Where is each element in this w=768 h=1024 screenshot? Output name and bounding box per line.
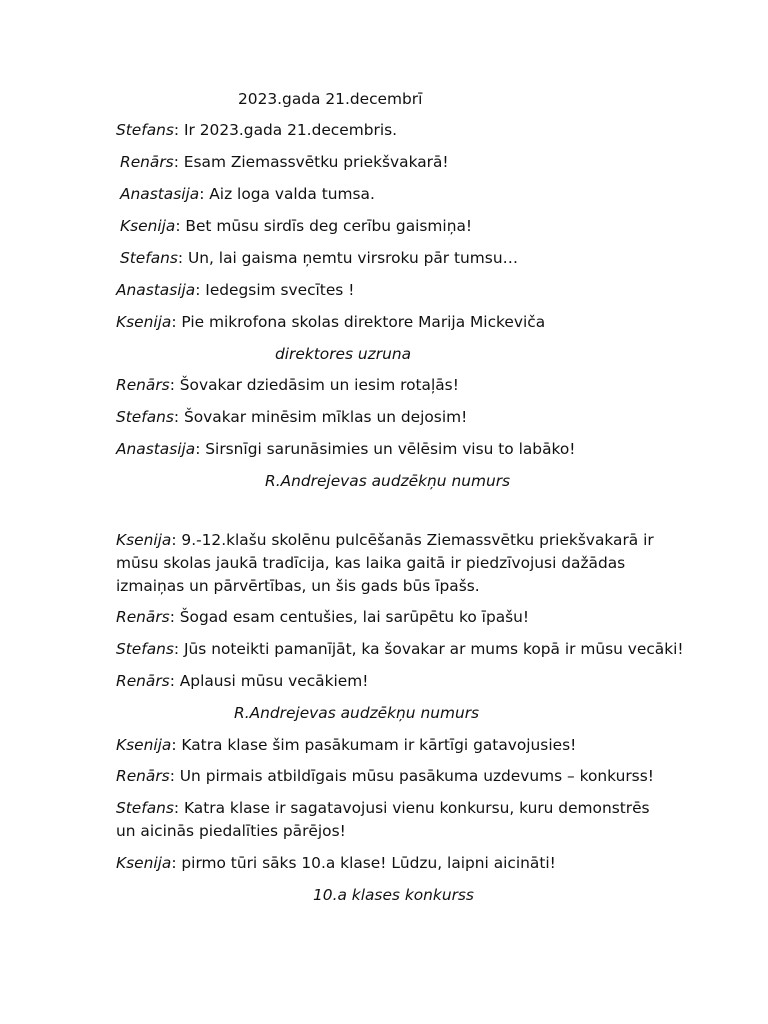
- script-line: [116, 606, 529, 628]
- line-text: : Šogad esam centušies, lai sarūpētu ko īpašu!: [169, 608, 530, 626]
- speaker-name: Anastasija: [116, 440, 196, 458]
- line-text: : pirmo tūri sāks 10.a klase! Lūdzu, laipni aicināti!: [171, 854, 556, 872]
- speaker-name: Stefans: [116, 121, 174, 139]
- script-line: [116, 638, 684, 660]
- speaker-name: Anastasija: [120, 185, 200, 203]
- speaker-name: Anastasija: [116, 281, 196, 299]
- script-line: [120, 183, 375, 205]
- speaker-name: Ksenija: [116, 531, 172, 549]
- speaker-name: Renārs: [116, 608, 170, 626]
- script-line: [120, 247, 518, 269]
- script-paragraph: [116, 797, 661, 843]
- speaker-name: Stefans: [116, 640, 174, 658]
- speaker-name: Ksenija: [120, 217, 176, 235]
- line-text: : Iedegsim svecītes !: [195, 281, 355, 299]
- line-text: : Ir 2023.gada 21.decembris.: [173, 121, 398, 139]
- speaker-name: Ksenija: [116, 854, 172, 872]
- speaker-name: Ksenija: [116, 313, 172, 331]
- line-text: : 9.-12.klašu skolēnu pulcēšanās Ziemassvētku priekšvakarā ir mūsu skolas jaukā tradīcija, kas laika gaitā ir piedzīvojusi dažādas izmaiņas un pārvērtības, un šis gads būs īpašs.: [116, 531, 654, 595]
- line-text: : Katra klase ir sagatavojusi vienu konkursu, kuru demonstrēs un aicinās piedalīties pārējos!: [116, 799, 650, 840]
- line-text: : Pie mikrofona skolas direktore Marija Mickeviča: [171, 313, 546, 331]
- script-paragraph: [116, 529, 661, 598]
- speaker-name: Renārs: [120, 153, 174, 171]
- speaker-name: Renārs: [116, 672, 170, 690]
- line-text: : Sirsnīgi sarunāsimies un vēlēsim visu to labāko!: [195, 440, 576, 458]
- script-line: [116, 374, 459, 396]
- line-text: : Un pirmais atbildīgais mūsu pasākuma uzdevums – konkurss!: [169, 767, 654, 785]
- date-heading: 2023.gada 21.decembrī: [238, 90, 423, 108]
- line-text: : Katra klase šim pasākumam ir kārtīgi gatavojusies!: [171, 736, 577, 754]
- script-line: [116, 279, 354, 301]
- script-line: [116, 852, 556, 874]
- speaker-name: Stefans: [120, 249, 178, 267]
- line-text: : Jūs noteikti pamanījāt, ka šovakar ar mums kopā ir mūsu vecāki!: [173, 640, 684, 658]
- line-text: : Šovakar minēsim mīklas un dejosim!: [173, 408, 468, 426]
- stage-direction: R.Andrejevas audzēkņu numurs: [265, 472, 511, 490]
- speaker-name: Ksenija: [116, 736, 172, 754]
- script-line: [116, 311, 545, 333]
- line-text: : Šovakar dziedāsim un iesim rotaļās!: [169, 376, 459, 394]
- line-text: : Aiz loga valda tumsa.: [199, 185, 375, 203]
- stage-direction: 10.a klases konkurss: [313, 886, 474, 904]
- script-line: [116, 765, 654, 787]
- line-text: : Esam Ziemassvētku priekšvakarā!: [173, 153, 449, 171]
- script-line: [120, 151, 449, 173]
- speaker-name: Stefans: [116, 799, 174, 817]
- script-line: [116, 119, 397, 141]
- speaker-name: Stefans: [116, 408, 174, 426]
- line-text: : Bet mūsu sirdīs deg cerību gaismiņa!: [175, 217, 473, 235]
- script-line: [120, 215, 472, 237]
- script-line: [116, 734, 576, 756]
- line-text: : Aplausi mūsu vecākiem!: [169, 672, 369, 690]
- script-line: [116, 438, 575, 460]
- speaker-name: Renārs: [116, 376, 170, 394]
- stage-direction: direktores uzruna: [275, 345, 412, 363]
- stage-direction: R.Andrejevas audzēkņu numurs: [234, 704, 480, 722]
- script-line: [116, 670, 368, 692]
- speaker-name: Renārs: [116, 767, 170, 785]
- script-line: [116, 406, 467, 428]
- line-text: : Un, lai gaisma ņemtu virsroku pār tumsu…: [177, 249, 518, 267]
